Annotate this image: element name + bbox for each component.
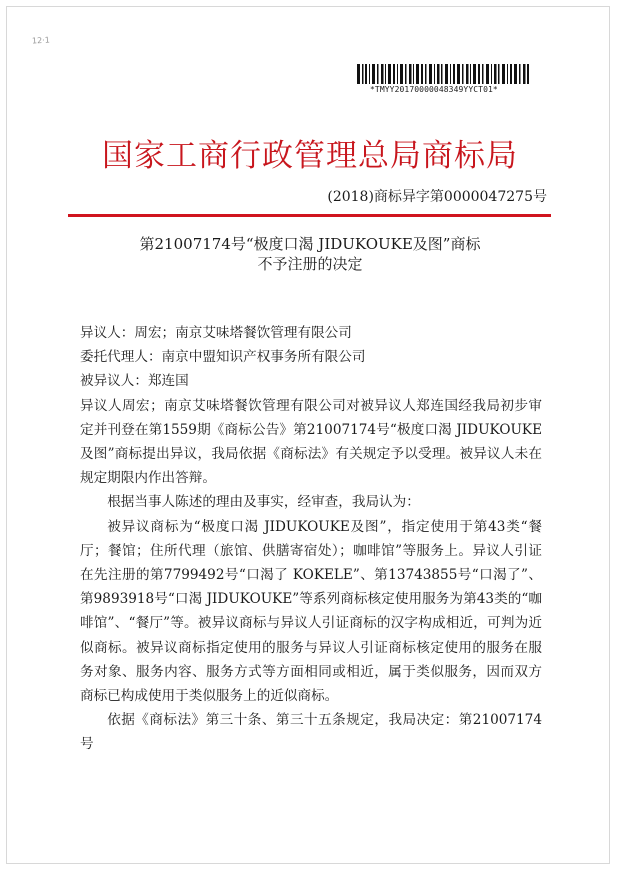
opponent-line: 异议人：周宏；南京艾味塔餐饮管理有限公司 [80,325,352,341]
office-title: 国家工商行政管理总局商标局 [102,138,518,174]
agent-line: 委托代理人：南京中盟知识产权事务所有限公司 [80,349,366,366]
decision-title-line-1: 第21007174号“极度口渴 JIDUKOUKE及图”商标 [139,235,481,253]
document-number: (2018)商标异字第0000047275号 [327,189,547,205]
barcode-text: *TMYY20170000048349YYCT01* [370,85,498,94]
paragraph-opposition-filed: 异议人周宏；南京艾味塔餐饮管理有限公司对被异议人郑连国经我局初步审定并刊登在第1559期《商标公告》第21007174号“极度口渴 JIDUKOUKE及图”商标提出异议，我局依据《商标法》有关规定予以受理。被异议人未在规定期限内作出答辩。 [80,397,542,487]
paragraph-review-findings: 被异议商标为“极度口渴 JIDUKOUKE及图”，指定使用于第43类“餐厅；餐馆；住所代理（旅馆、供膳寄宿处）；咖啡馆”等服务上。异议人引证在先注册的第7799492号“口渴了 KOKELE”、第13743855号“口渴了”、第9893918号“口渴 JIDUKOUKE”等系列商标核定使用服务为第43类的“咖啡馆”、“餐厅”等。被异议商标与异议人引证商标的汉字构成相近，可判为近似商标。被异议商标指定使用的服务与异议人引证商标核定使用的服务在服务对象、服务内容、服务方式等方面相同或相近，属于类似服务，因而双方商标已构成使用于类似服务上的近似商标。 [80,518,542,705]
decision-title-line-2: 不予注册的决定 [257,255,363,273]
document-body [80,321,542,757]
red-divider-line [68,214,551,217]
opposed-party-line: 被异议人：郑连国 [80,373,189,390]
decision-title [0,234,620,274]
barcode [355,64,531,84]
handwritten-note: 12·1 [31,35,51,46]
paragraph-decision: 依据《商标法》第三十条、第三十五条规定，我局决定：第21007174号 [80,712,542,753]
paragraph-review-intro: 根据当事人陈述的理由及事实，经审查，我局认为： [107,494,420,511]
